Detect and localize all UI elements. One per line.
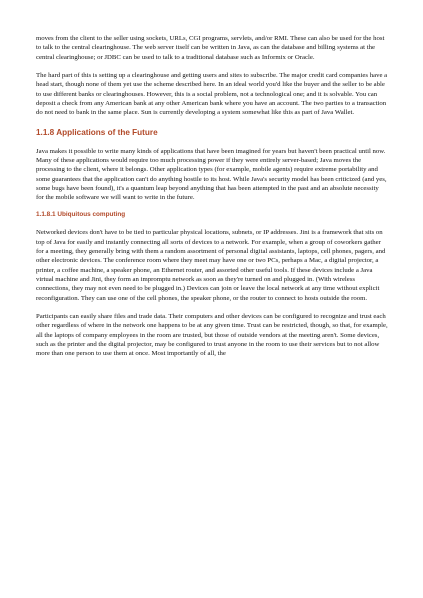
heading-gap [36,118,388,128]
heading-gap [36,202,388,211]
paragraph-gap [36,303,388,312]
section-heading [36,128,388,138]
subsection-number: 1.1.8.1 [36,211,56,219]
subsection-heading [36,211,388,219]
heading-gap [36,219,388,228]
document-page [36,34,388,359]
section-number: 1.1.8 [36,127,55,137]
subsection-title: Ubiquitous computing [57,211,126,219]
paragraph: The hard part of this is setting up a clearinghouse and getting users and sites to subscribe. The major credit card companies have a head start, though none of them yet use the scheme described here. In an ideal world you'd like the buyer and the seller to be able to use different banks or clearinghouses. However, this is a social problem, not a technological one; and it is solvable. You can deposit a check from any American bank at any other American bank where you have an account. The two parties to a transaction do not need to bank in the same place. Sun is currently developing a system somewhat like this as part of Java Wallet. [36,72,388,117]
heading-gap [36,138,388,147]
paragraph: Participants can easily share files and trade data. Their computers and other devices can be configured to recognize and trust each other regardless of where in the network one happens to be at any given time. Trust can be restricted, though, so that, for example, all the laptops of company employees in the room are trusted, but those of outside vendors at the meeting aren't. Some devices, such as the printer and the digital projector, may be configured to trust anyone in the room to use their services but to not allow more than one person to use them at once. Most importantly of all, the [36,313,388,358]
paragraph: Networked devices don't have to be tied to particular physical locations, subnets, or IP addresses. Jini is a framework that sits on top of Java for easily and instantly connecting all sorts of devices to a network. For example, when a group of coworkers gather for a meeting, they generally bring with them a random assortment of personal digital assistants, laptops, cell phones, pagers, and other electronic devices. The conference room where they meet may have one or two PCs, perhaps a Mac, a digital projector, a printer, a coffee machine, a speaker phone, an Ethernet router, and assorted other useful tools. If these devices include a Java virtual machine and Jini, they form an impromptu network as soon as they're turned on and plugged in. (With wireless connections, they may not even need to be plugged in.) Devices can join or leave the local network at any time without explicit reconfiguration. They can use one of the cell phones, the speaker phone, or the router to connect to hosts outside the room. [36,229,386,302]
paragraph: Java makes it possible to write many kinds of applications that have been imagined for years but haven't been practical until now. Many of these applications would require too much processing power if they were entirely server-based; Java moves the processing to the client, where it belongs. Other application types (for example, mobile agents) require extreme portability and some guarantees that the application can't do anything hostile to its host. While Java's security model has been criticized (and yes, some bugs have been found), it's a quantum leap beyond anything that has been attempted in the past and an absolute necessity for the mobile software we will want to write in the future. [36,147,387,202]
paragraph: moves from the client to the seller using sockets, URLs, CGI programs, servlets, and/or RMI. These can also be used for the host to talk to the central clearinghouse. The web server itself can be written in Java, as can the database and billing systems at the central clearinghouse; or JDBC can be used to talk to a traditional database such as Informix or Oracle. [36,35,385,61]
section-title: Applications of the Future [56,127,158,137]
paragraph-gap [36,62,388,71]
